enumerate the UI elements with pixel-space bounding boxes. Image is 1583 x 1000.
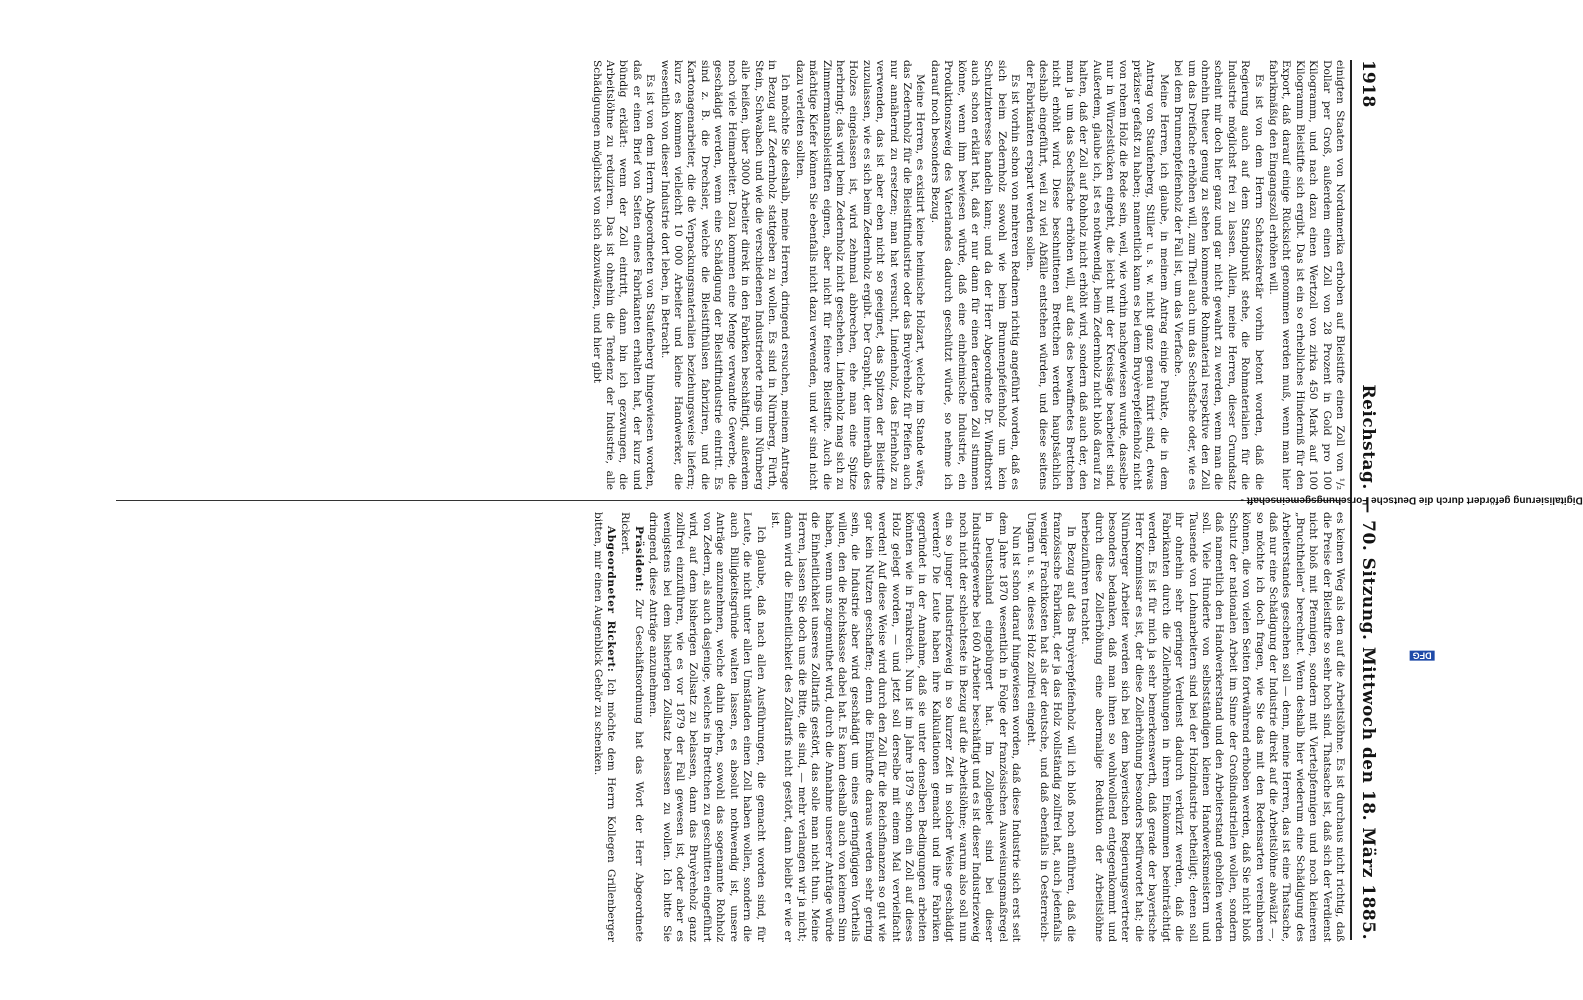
speaker-label: Präsident: xyxy=(632,526,645,593)
speaker-text: Zur Geschäftsordnung hat das Wort der Herr Abgeordnete Rickert. xyxy=(619,512,645,942)
paragraph: es keinen Weg als den auf die Arbeitslöhne. Es ist durchaus nicht richtig, daß die Preise der Bleistifte so sehr hoch sind. Thatsache ist, daß sich der Verdienst nicht bloß mit Pfennigen, sondern mit Viertelpfennigen und noch kleineren „Bruchtheilen“ berechnet. Wenn deshalb hier wiederum eine Schädigung des Arbeiterstandes geschehen soll — denn, meine Herren, das ist eine Thatsache, daß nur eine Schädigung der Industrie direkt auf die Arbeitslöhne abwälzt —, so möchte ich doch fragen, wie Sie das mit den Redensarten vereinbaren können, die von vielen Seiten fortwährend erhoben werden, daß Sie nicht bloß Schutz der nationalen Arbeit im Sinne der Großindustriellen wollen, sondern daß namentlich den Handwerkerstand und den Arbeiterstand geholfen werden soll. Viele Hunderte von selbstständigen kleinen Handwerksmeistern und Tausende von Lohnarbeitern sind bei der Holzindustrie betheiligt; denen soll ihr ohnehin sehr geringer Verdienst dadurch verkürzt werden, daß die Fabrikanten durch die Zollerhöhungen in ihrem Einkommen beeinträchtigt werden. Es ist für mich ja sehr bemerkenswerth, daß gerade der bayerische Herr Kommissar es ist, der diese Zollerhöhung besonders befürwortet hat; die Nürnberger Arbeiter werden sich bei dem bayerischen Regierungsvertreter besonders bedanken, daß man ihnen so wohlwollend entgegenkommt und durch diese Zollerhöhung eine abermalige Reduktion der Arbeitslöhne herbeizuführen trachtet. xyxy=(1079,512,1346,942)
paragraph: Nun ist schon darauf hingewiesen worden, daß diese Industrie sich erst seit dem Jahre 1870 wesentlich in Folge der französischen Ausweisungsmaßregel in Deutschland eingebürgert hat. Im Zollgebiet sind bei dieser Industriegewerbe bei 600 Arbeiter beschäftigt und es ist dieser Industriezweig noch nicht der schlechteste in Bezug auf die Arbeitslöhne; warum also soll nun ein so junger Industriezweig in so kurzer Zeit in solcher Weise geschädigt werden? Die Leute haben ihre Kalkulationen gemacht und ihre Fabriken gegründet in der Annahme, daß sie unter denselben Bedingungen arbeiten könnten wie in Frankreich. Nun ist im Jahre 1879 schon ein Zoll auf dieses Holz gelegt worden, — und jetzt soll derselbe mit einem Mal vervielfacht werden! Auf diese Weise wird durch den Zoll für die Reichsfinanzen so gut wie gar kein Nutzen geschaffen; denn die Einkünfte daraus werden sehr gering sein, die Industrie aber wird geschädigt um eines geringfügigen Vortheils willen, den die Reichskasse dabei hat. Es kann deshalb auch von keinem Sinn haben, wenn uns zugemuthet wird, durch die Annahme unserer Anträge würde die Einheitlichkeit unseres Zolltarifs gestört, das solle man nicht thun. Meine Herren, lassen Sie doch uns die Bitte, die sind, — mehr verlangen wir ja nicht; dann wird die Einheitlichkeit des Zolltarifs nicht gestört, dann bleibt er wie er ist. xyxy=(768,512,1023,942)
left-column xyxy=(116,60,1346,490)
paragraph: Es ist von dem Herrn Abgeordneten von Staufenberg hingewiesen worden, daß er einen Brief von Seiten eines Fabrikanten erhalten hat, der kurz und bündig erklärt: wenn der Zoll eintritt, dann bin ich gezwungen, die Arbeitslöhne zu reduziren. Das ist ohnehin die Tendenz der Industrie, alle Schädigungen möglichst von sich abzuwälzen, und hier gibt xyxy=(590,60,657,490)
paragraph: Ich möchte Sie deshalb, meine Herren, dringend ersuchen, meinem Antrage in Bezug auf Zedernholz stattgeben zu wollen. Es sind in Nürnberg, Fürth, Stein, Schwabach und wie die verschiedenen Industrieorte rings um Nürnberg alle heißen, über 3000 Arbeiter direkt in den Fabriken beschäftigt, außerdem noch viele Heimarbeiter. Dazu kommen eine Menge verwandte Gewerbe, die geschädigt werden, wenn eine Schädigung der Bleistiftindustrie eintritt. Es sind z. B. die Drechsler, welche die Bleistifthülsen fabriziren, und die Kartonagenarbeiter, die die Verpackungsmaterialien beziehungsweise liefern; kurz es kommen vielleicht 10 000 Arbeiter und kleine Handwerker, die wesentlich von dieser Industrie dort leben, in Betracht. xyxy=(658,60,792,490)
column-divider xyxy=(116,500,1346,501)
paragraph: einigten Staaten von Nordamerika erhoben auf Bleistifte einen Zoll von ¹/₂ Dollar per Groß, außerdem einen Zoll von 28 Prozent in Gold pro 100 Kilogramm, und nach dazu einen Wertzoll von zirka 450 Mark auf 100 Kilogramm Bleistifte sich ergibt. Das ist ein so erhebliches Hinderniß für den Export, daß darauf einige Rücksicht genommen werden muß, wenn man hier fabrikmäßig den Eingangszoll erhöhen will. xyxy=(1266,60,1346,490)
paragraph: Es ist von dem Herrn Schatzsekretär vorhin betont worden, daß die Regierung auch auf dem Standpunkt stehe, die Rohmaterialien für die Industrie möglichst frei zu lassen. Allein, meine Herren, dieser Grundsatz scheint mir doch hier ganz und gar nicht gewahrt zu werden, wenn man die ohnehin theuer genug zu stehen kommende Rohmaterial respektive den Zoll um das Dreifache erhöhen will, zum Theil auch um das Sechsfache oder, wie es bei dem Brunnenpfeifenholz der Fall ist, um das Vierfache. xyxy=(1172,60,1265,490)
speaker-label: Abgeordneter Rickert: xyxy=(605,526,618,673)
paragraph: Meine Herren, ich glaube, in meinem Antrag einige Punkte, die in dem Antrag von Staufenberg, Stiller u. s. w. nicht ganz genau fixirt sind, etwas präziser gefaßt zu haben; namentlich kann es bei dem Bruyèrepfeifenholz nicht von rohem Holz die Rede sein, weil, wie vorhin nachgewiesen wurde, dasselbe nur in Würzelstücken eingeht, die leicht mit der Kreissäge bearbeitet sind. Außerdem, glaube ich, ist es nothwendig, beim Zedernholz nicht bloß darauf zu halten, daß der Zoll auf Rohholz nicht erhöht wird, sondern daß auch der, den man ja um das Sechsfache erhöhen will, auf das des bewaffnetes Brettchen nicht erhöht wird. Diese beschnittenen Brettchen werden hauptsächlich deshalb eingeführt, weil zu viel Abfälle entstehen würden, und diese seitens der Fabrikanten erspart werden sollen. xyxy=(1023,60,1170,490)
page-number: 1918 xyxy=(1358,60,1378,108)
credit-text: Digitalisierung gefördert durch die Deutsche Forschungsgemeinschaft - xyxy=(1240,494,1583,506)
dfg-logo: DFG xyxy=(1410,651,1435,661)
right-column xyxy=(116,512,1346,942)
page-title: Reichstag. — 70. Sitzung. Mittwoch den 18. März 1885. xyxy=(1358,384,1378,940)
paragraph: Meine Herren, es existirt keine heimische Holzart, welche im Stande wäre, das Zedernholz für die Bleistiftindustrie oder das Bruyèreholz für Pfeifen auch nur annähernd zu ersetzen; man hat versucht, Lindenholz, das Erlenholz zu verwenden, das ist aber eben nicht so geeignet, das Spitzen der Bleistifte zuzulassen, wie es sich beim Zedernholz ergibt. Der Graphit, der innerhalb des Holzes eingelassen ist, wird zehnmal abbrechen, ehe man eine Spitze herbringt; das wird beim Zedernholz nicht geschehen. Lindenholz mag sich zu Zimmermannsbleistiften eignen, aber nicht für feinere Bleistifte. Auch die mächtige Kiefer können Sie ebenfalls nicht dazu verwenden, und wir sind nicht dazu verleiten sollten. xyxy=(793,60,927,490)
paragraph: In Bezug auf das Bruyèrepfeifenholz will ich bloß noch anführen, daß die französische Fabrikant, der ja das Holz vollständig zollfrei hat, auch jedenfalls weniger Frachtkosten hat als der deutsche, und daß ebenfalls in Oesterreich-Ungarn u. s. w. dieses Holz zollfrei eingeht. xyxy=(1024,512,1077,942)
speaker-text: Ich möchte dem Herrn Kollegen Grillenberger bitten, mir einen Augenblick Gehör zu schenken. xyxy=(591,512,618,942)
speaker-paragraph xyxy=(618,512,645,942)
speaker-paragraph xyxy=(590,512,617,942)
paragraph: Ich glaube, daß nach allen Ausführungen, die gemacht worden sind, für Leute, die nicht unter allen Umständen einen Zoll haben wollen, sondern die auch Billigkeitsgründe walten lassen, es absolut nothwendig ist, unsere Anträge anzunehmen, welche dahin gehen, sowohl das sogenannte Rohholz von Zedern, als auch dasjenige, welches in Brettchen zu geschnitten eingeführt wird, auf dem bisherigen Zollsatz zu belassen, dann das Bruyèreholz ganz zollfrei einzuführen, wie es vor 1879 der Fall gewesen ist, oder aber es wenigstens bei dem bisherigen Zollsatz belassen zu wollen. Ich bitte Sie dringend, diese Anträge anzunehmen. xyxy=(647,512,767,942)
document-page xyxy=(50,30,1390,970)
paragraph: Es ist vorhin schon von mehreren Rednern richtig angeführt worden, daß es sich beim Zedernholz sowohl wie beim Brunnenpfeifenholz um kein Schutzinteresse handeln kann; und da der Herr Abgeordnete Dr. Windthorst auch schon erklärt hat, daß er nur dann für einen derartigen Zoll stimmen könne, wenn ihm bewiesen würde, daß eine einheimische Industrie, ein Produktionszweig des Vaterlandes dadurch geschützt würde, so nehme ich darauf noch besonders Bezug. xyxy=(928,60,1022,490)
